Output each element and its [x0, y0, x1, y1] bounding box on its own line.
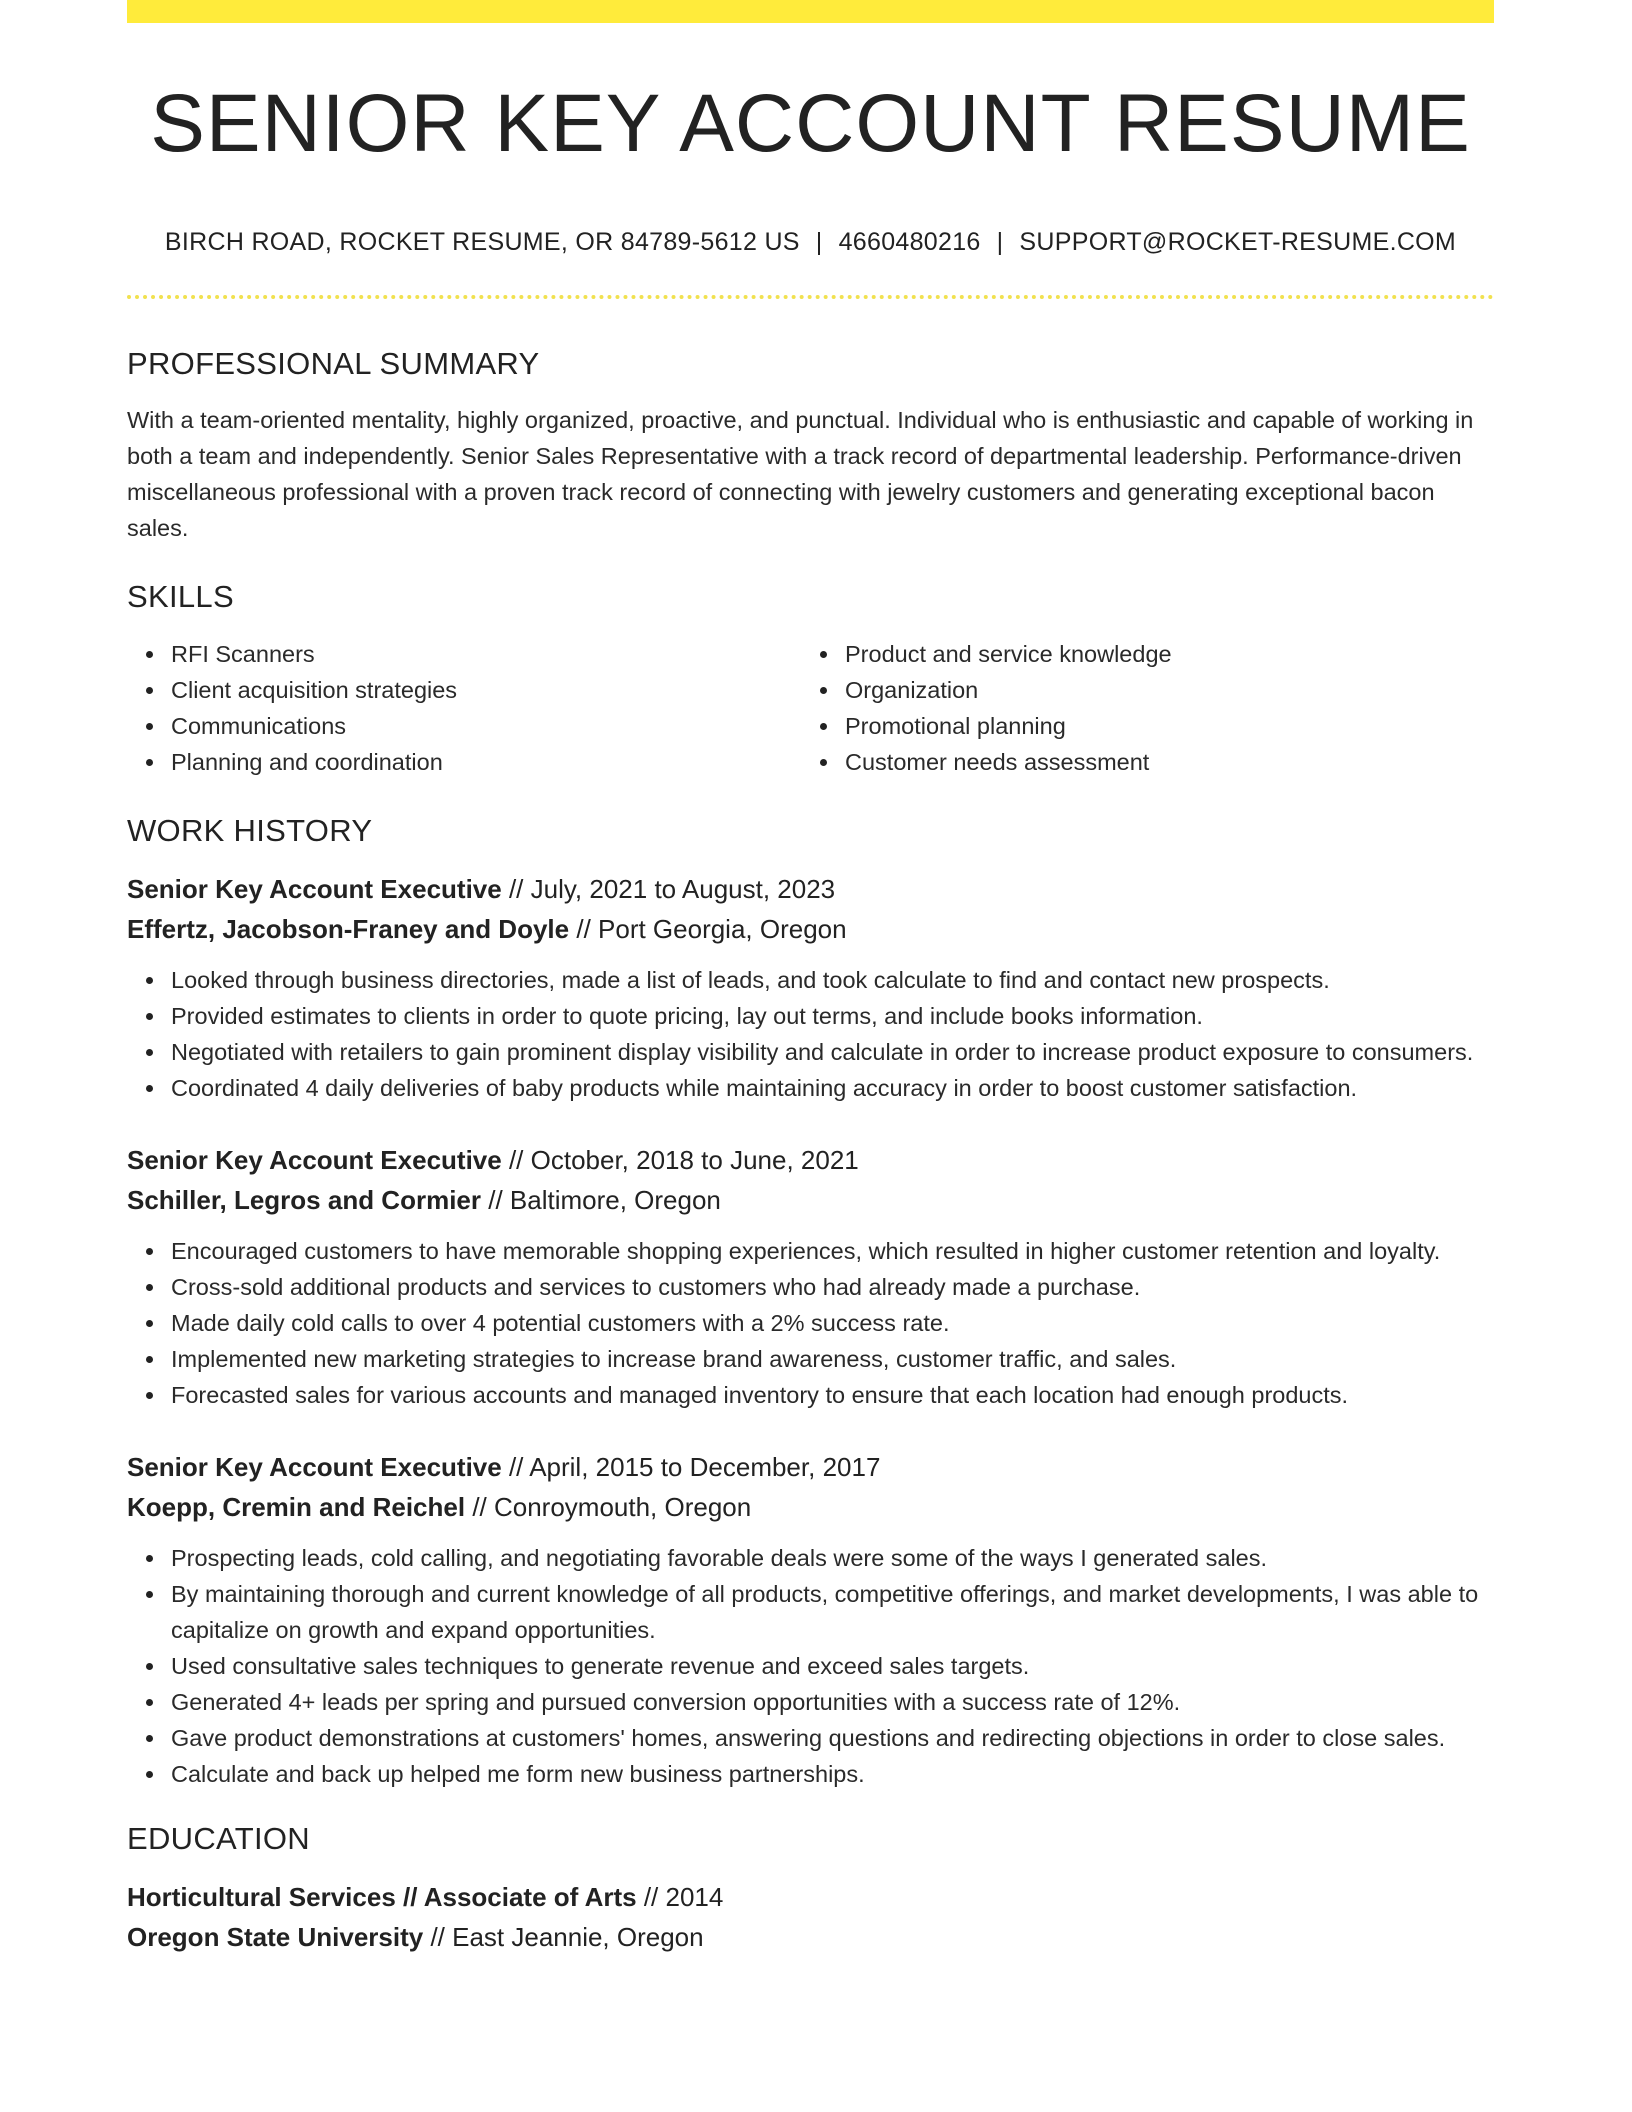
- job-location: // Baltimore, Oregon: [488, 1184, 721, 1215]
- skill-item: Promotional planning: [845, 708, 1475, 744]
- job-title-line: [127, 1140, 1494, 1180]
- job-title-line: [127, 869, 1494, 909]
- job-bullet: Prospecting leads, cold calling, and negotiating favorable deals were some of the ways I generated sales.: [171, 1540, 1494, 1576]
- job-bullet: Forecasted sales for various accounts and managed inventory to ensure that each location had enough products.: [171, 1377, 1494, 1413]
- education-entry: [127, 1877, 1494, 1957]
- skills-left-column: [127, 636, 801, 780]
- skill-item: Organization: [845, 672, 1475, 708]
- contact-email: SUPPORT@ROCKET-RESUME.COM: [1019, 228, 1457, 257]
- job-bullet: Cross-sold additional products and services to customers who had already made a purchase.: [171, 1269, 1494, 1305]
- job-bullet: Implemented new marketing strategies to increase brand awareness, customer traffic, and sales.: [171, 1341, 1494, 1377]
- contact-address: BIRCH ROAD, ROCKET RESUME, OR 84789-5612 US: [164, 228, 800, 257]
- contact-phone: 4660480216: [838, 228, 981, 257]
- education-school: Oregon State University: [127, 1921, 424, 1952]
- summary-heading: PROFESSIONAL SUMMARY: [127, 346, 540, 382]
- education-heading: EDUCATION: [127, 1820, 310, 1856]
- job-title-line: [127, 1447, 1494, 1487]
- contact-separator: |: [815, 228, 823, 257]
- job-location: // Port Georgia, Oregon: [576, 913, 847, 944]
- resume-title: SENIOR KEY ACCOUNT RESUME: [150, 78, 1471, 169]
- job-company: Koepp, Cremin and Reichel: [127, 1491, 466, 1522]
- skills-right-column: [801, 636, 1475, 780]
- skill-item: Communications: [171, 708, 801, 744]
- job-location: // Conroymouth, Oregon: [472, 1491, 752, 1522]
- job-company: Effertz, Jacobson-Franey and Doyle: [127, 913, 570, 944]
- job-entry: [127, 869, 1494, 1106]
- job-entry: [127, 1140, 1494, 1413]
- education-degree-line: [127, 1877, 1494, 1917]
- skill-item: Customer needs assessment: [845, 744, 1475, 780]
- skill-item: Product and service knowledge: [845, 636, 1475, 672]
- job-dates: // July, 2021 to August, 2023: [508, 873, 836, 904]
- job-bullet: Coordinated 4 daily deliveries of baby products while maintaining accuracy in order to boost customer satisfaction.: [171, 1070, 1494, 1106]
- job-bullet: Made daily cold calls to over 4 potential customers with a 2% success rate.: [171, 1305, 1494, 1341]
- job-company-line: [127, 1487, 1494, 1527]
- summary-text: With a team-oriented mentality, highly organized, proactive, and punctual. Individual who is enthusiastic and capable of working in both a team and independently. Senior Sales Representative with a track record of departmental leadership. Performance-driven miscellaneous professional with a proven track record of connecting with jewelry customers and generating exceptional bacon sales.: [127, 407, 1474, 542]
- job-bullets: [127, 1540, 1494, 1792]
- education-location: // East Jeannie, Oregon: [430, 1921, 704, 1952]
- education-school-line: [127, 1917, 1494, 1957]
- skills-heading: SKILLS: [127, 579, 234, 615]
- job-bullets: [127, 962, 1494, 1106]
- job-bullet: Negotiated with retailers to gain prominent display visibility and calculate in order to increase product exposure to consumers.: [171, 1034, 1494, 1070]
- job-title: Senior Key Account Executive: [127, 1144, 502, 1175]
- job-company: Schiller, Legros and Cormier: [127, 1184, 481, 1215]
- job-bullet: Used consultative sales techniques to generate revenue and exceed sales targets.: [171, 1648, 1494, 1684]
- job-bullet: By maintaining thorough and current knowledge of all products, competitive offerings, and market developments, I was able to capitalize on growth and expand opportunities.: [171, 1576, 1494, 1648]
- job-title: Senior Key Account Executive: [127, 1451, 502, 1482]
- job-company-line: [127, 1180, 1494, 1220]
- education-degree: Horticultural Services // Associate of Arts: [127, 1881, 637, 1912]
- contact-separator: |: [996, 228, 1004, 257]
- job-bullet: Generated 4+ leads per spring and pursued conversion opportunities with a success rate of 12%.: [171, 1684, 1494, 1720]
- job-company-line: [127, 909, 1494, 949]
- job-dates: // April, 2015 to December, 2017: [508, 1451, 881, 1482]
- education-year: // 2014: [643, 1881, 724, 1912]
- work-history-heading: WORK HISTORY: [127, 812, 373, 848]
- dotted-divider: [127, 295, 1494, 299]
- job-bullet: Encouraged customers to have memorable shopping experiences, which resulted in higher customer retention and loyalty.: [171, 1233, 1494, 1269]
- contact-line: [127, 227, 1494, 257]
- job-bullet: Gave product demonstrations at customers' homes, answering questions and redirecting objections in order to close sales.: [171, 1720, 1494, 1756]
- skill-item: RFI Scanners: [171, 636, 801, 672]
- resume-page: [127, 0, 1494, 1957]
- skill-item: Planning and coordination: [171, 744, 801, 780]
- job-bullet: Provided estimates to clients in order to quote pricing, lay out terms, and include books information.: [171, 998, 1494, 1034]
- accent-top-bar: [127, 0, 1494, 23]
- job-dates: // October, 2018 to June, 2021: [508, 1144, 859, 1175]
- job-bullets: [127, 1233, 1494, 1413]
- skills-grid: [127, 636, 1494, 780]
- job-bullet: Calculate and back up helped me form new business partnerships.: [171, 1756, 1494, 1792]
- job-title: Senior Key Account Executive: [127, 873, 502, 904]
- job-entry: [127, 1447, 1494, 1792]
- skill-item: Client acquisition strategies: [171, 672, 801, 708]
- job-bullet: Looked through business directories, made a list of leads, and took calculate to find and contact new prospects.: [171, 962, 1494, 998]
